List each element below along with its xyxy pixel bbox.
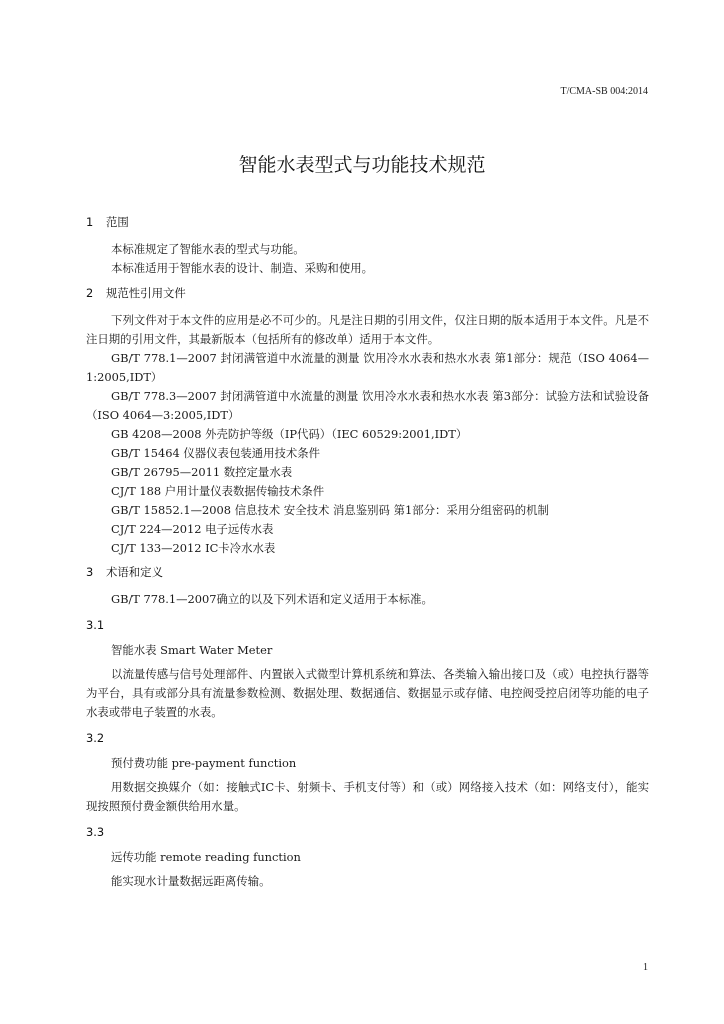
reference-item: GB/T 778.1—2007 封闭满管道中水流量的测量 饮用冷水水表和热水水表 第1部分：规范（ISO 4064—1:2005,IDT） [86, 351, 649, 384]
section-1-heading [86, 214, 649, 230]
reference-item: GB/T 15852.1—2008 信息技术 安全技术 消息鉴别码 第1部分：采用分组密码的机制 [111, 503, 549, 517]
section-2-heading [86, 285, 649, 301]
clause-number: 3.2 [86, 731, 105, 745]
term-definition: 以流量传感与信号处理部件、内置嵌入式微型计算机系统和算法、各类输入输出接口及（或）电控执行器等为平台，具有或部分具有流量参数检测、数据处理、数据通信、数据显示或存储、电控阀受控启闭等功能的电子水表或带电子装置的水表。 [86, 667, 649, 719]
term-heading: 智能水表 Smart Water Meter [111, 643, 273, 657]
section-title: 范围 [106, 215, 129, 229]
section-number: 1 [86, 215, 94, 229]
section-3-heading [86, 564, 649, 580]
document-body [86, 214, 649, 891]
section-title: 术语和定义 [106, 565, 163, 579]
paragraph: 本标准适用于智能水表的设计、制造、采购和使用。 [111, 261, 373, 275]
reference-item: CJ/T 133—2012 IC卡冷水水表 [111, 541, 276, 555]
term-definition: 能实现水计量数据远距离传输。 [111, 874, 271, 888]
clause-number: 3.3 [86, 825, 105, 839]
reference-item: GB/T 15464 仪器仪表包装通用技术条件 [111, 446, 321, 460]
standard-code: T/CMA-SB 004:2014 [560, 86, 648, 97]
paragraph: GB/T 778.1—2007确立的以及下列术语和定义适用于本标准。 [111, 592, 433, 606]
reference-item: CJ/T 224—2012 电子远传水表 [111, 522, 274, 536]
section-number: 2 [86, 286, 94, 300]
page-number: 1 [643, 962, 648, 973]
section-title: 规范性引用文件 [106, 286, 186, 300]
reference-item: GB/T 26795—2011 数控定量水表 [111, 465, 293, 479]
section-number: 3 [86, 565, 94, 579]
reference-item: CJ/T 188 户用计量仪表数据传输技术条件 [111, 484, 325, 498]
reference-item: GB 4208—2008 外壳防护等级（IP代码）（IEC 60529:2001,IDT） [111, 427, 468, 441]
term-definition: 用数据交换媒介（如：接触式IC卡、射频卡、手机支付等）和（或）网络接入技术（如：网络支付），能实现按照预付费金额供给用水量。 [86, 780, 649, 813]
clause-number: 3.1 [86, 618, 105, 632]
reference-item: GB/T 778.3—2007 封闭满管道中水流量的测量 饮用冷水水表和热水水表 第3部分：试验方法和试验设备（ISO 4064—3:2005,IDT） [86, 389, 649, 422]
term-heading: 预付费功能 pre-payment function [111, 756, 297, 770]
paragraph: 本标准规定了智能水表的型式与功能。 [111, 242, 305, 256]
page-title: 智能水表型式与功能技术规范 [238, 154, 486, 176]
term-heading: 远传功能 remote reading function [111, 850, 301, 864]
paragraph: 下列文件对于本文件的应用是必不可少的。凡是注日期的引用文件，仅注日期的版本适用于本文件。凡是不注日期的引用文件，其最新版本（包括所有的修改单）适用于本文件。 [86, 313, 649, 346]
